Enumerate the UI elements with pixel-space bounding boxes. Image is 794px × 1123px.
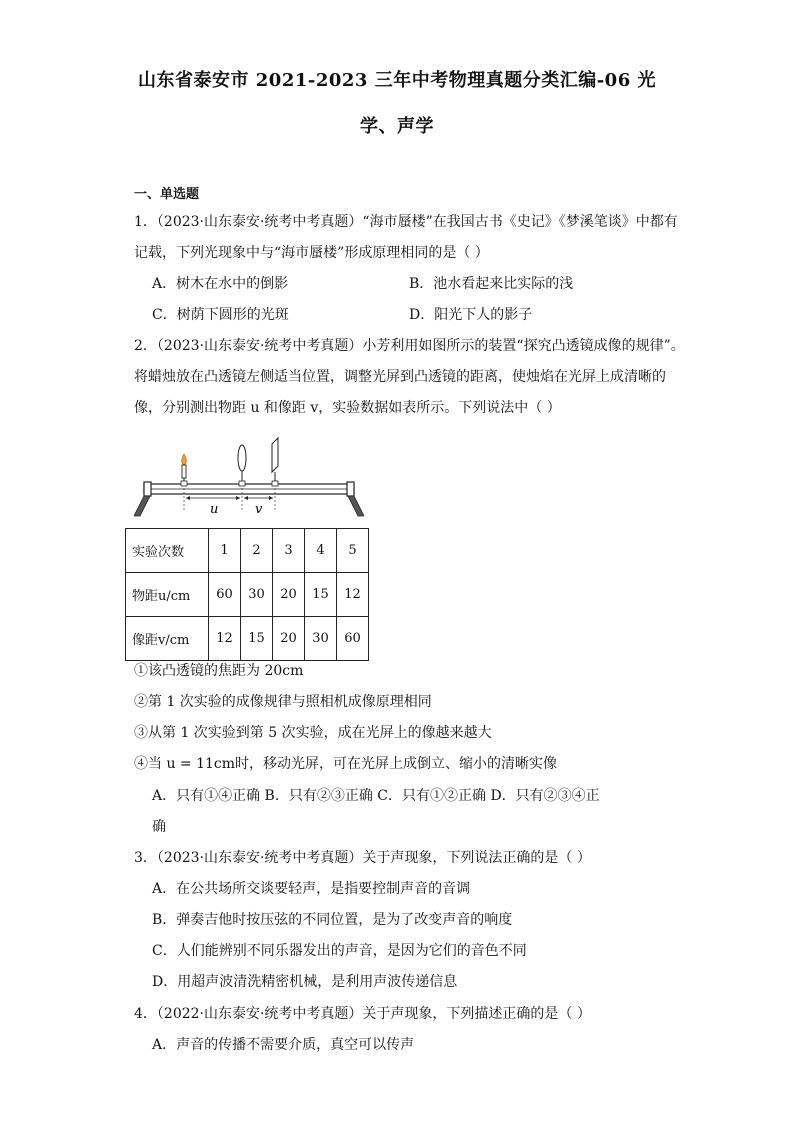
doc-title-line2: 学、声学 xyxy=(360,116,434,137)
table-header-cell: 像距v/cm xyxy=(126,617,209,661)
table-cell: 30 xyxy=(241,573,273,617)
q4-option-a: A．声音的传播不需要介质，真空可以传声 xyxy=(152,1037,415,1053)
v-label: v xyxy=(255,502,263,517)
table-cell: 5 xyxy=(337,529,369,573)
q4-stem: 4．（2022·山东泰安·统考中考真题）关于声现象，下列描述正确的是（ ） xyxy=(134,1006,591,1022)
candle-icon xyxy=(181,454,187,486)
table-cell: 4 xyxy=(305,529,337,573)
doc-title-line1: 山东省泰安市 2021-2023 三年中考物理真题分类汇编-06 光 xyxy=(138,70,656,91)
table-header-cell: 物距u/cm xyxy=(126,573,209,617)
table-cell: 60 xyxy=(209,573,241,617)
table-cell: 15 xyxy=(241,617,273,661)
q2-statement-2: ②第 1 次实验的成像规律与照相机成像原理相同 xyxy=(134,694,432,710)
bench-leg-left xyxy=(134,496,150,516)
convex-lens-icon xyxy=(238,445,246,486)
q2-statement-1: ①该凸透镜的焦距为 20cm xyxy=(134,663,304,679)
q1-stem-line1: 1．（2023·山东泰安·统考中考真题）“海市蜃楼”在我国古书《史记》《梦溪笔谈》中都有 xyxy=(134,214,678,230)
q2-statement-4: ④当 u = 11cm时，移动光屏，可在光屏上成倒立、缩小的清晰实像 xyxy=(134,756,558,772)
q1-option-a: A．树木在水中的倒影 xyxy=(152,276,289,292)
bench-leg-right xyxy=(348,496,364,516)
table-cell: 12 xyxy=(337,573,369,617)
table-cell: 2 xyxy=(241,529,273,573)
table-cell: 12 xyxy=(209,617,241,661)
table-row xyxy=(126,529,369,573)
q3-option-d: D．用超声波清洗精密机械，是利用声波传递信息 xyxy=(152,974,458,990)
q3-option-b: B．弹奏吉他时按压弦的不同位置，是为了改变声音的响度 xyxy=(152,912,513,928)
table-row xyxy=(126,573,369,617)
q2-options-line1: A．只有①④正确 B．只有②③正确 C．只有①②正确 D．只有②③④正 xyxy=(152,788,600,804)
table-cell: 20 xyxy=(273,617,305,661)
q2-stem-line3: 像，分别测出物距 u 和像距 v，实验数据如表所示。下列说法中（ ） xyxy=(134,400,561,416)
q3-option-a: A．在公共场所交谈要轻声，是指要控制声音的音调 xyxy=(152,881,471,897)
section-heading: 一、单选题 xyxy=(134,187,200,202)
q2-stem-line1: 2．（2023·山东泰安·统考中考真题）小芳利用如图所示的装置“探究凸透镜成像的规律”。 xyxy=(134,338,685,354)
table-header-cell: 实验次数 xyxy=(126,529,209,573)
q2-options-line2: 确 xyxy=(152,819,166,835)
table-cell: 60 xyxy=(337,617,369,661)
optical-bench-figure xyxy=(134,432,364,522)
table-row xyxy=(126,617,369,661)
table-cell: 30 xyxy=(305,617,337,661)
light-screen-icon xyxy=(272,438,278,486)
q2-statement-3: ③从第 1 次实验到第 5 次实验，成在光屏上的像越来越大 xyxy=(134,725,492,741)
q1-option-d: D．阳光下人的影子 xyxy=(409,307,533,323)
u-label: u xyxy=(210,502,219,517)
q2-stem-line2: 将蜡烛放在凸透镜左侧适当位置，调整光屏到凸透镜的距离，使烛焰在光屏上成清晰的 xyxy=(134,369,666,385)
table-cell: 15 xyxy=(305,573,337,617)
table-cell: 20 xyxy=(273,573,305,617)
q1-option-b: B．池水看起来比实际的浅 xyxy=(409,276,574,292)
experiment-data-table xyxy=(125,528,369,661)
table-cell: 3 xyxy=(273,529,305,573)
table-cell: 1 xyxy=(209,529,241,573)
q3-stem: 3．（2023·山东泰安·统考中考真题）关于声现象，下列说法正确的是（ ） xyxy=(134,850,591,866)
q1-stem-line2: 记载，下列光现象中与“海市蜃楼”形成原理相同的是（ ） xyxy=(134,245,489,261)
q3-option-c: C．人们能辨别不同乐器发出的声音，是因为它们的音色不同 xyxy=(152,943,527,959)
q1-option-c: C．树荫下圆形的光斑 xyxy=(152,307,289,323)
